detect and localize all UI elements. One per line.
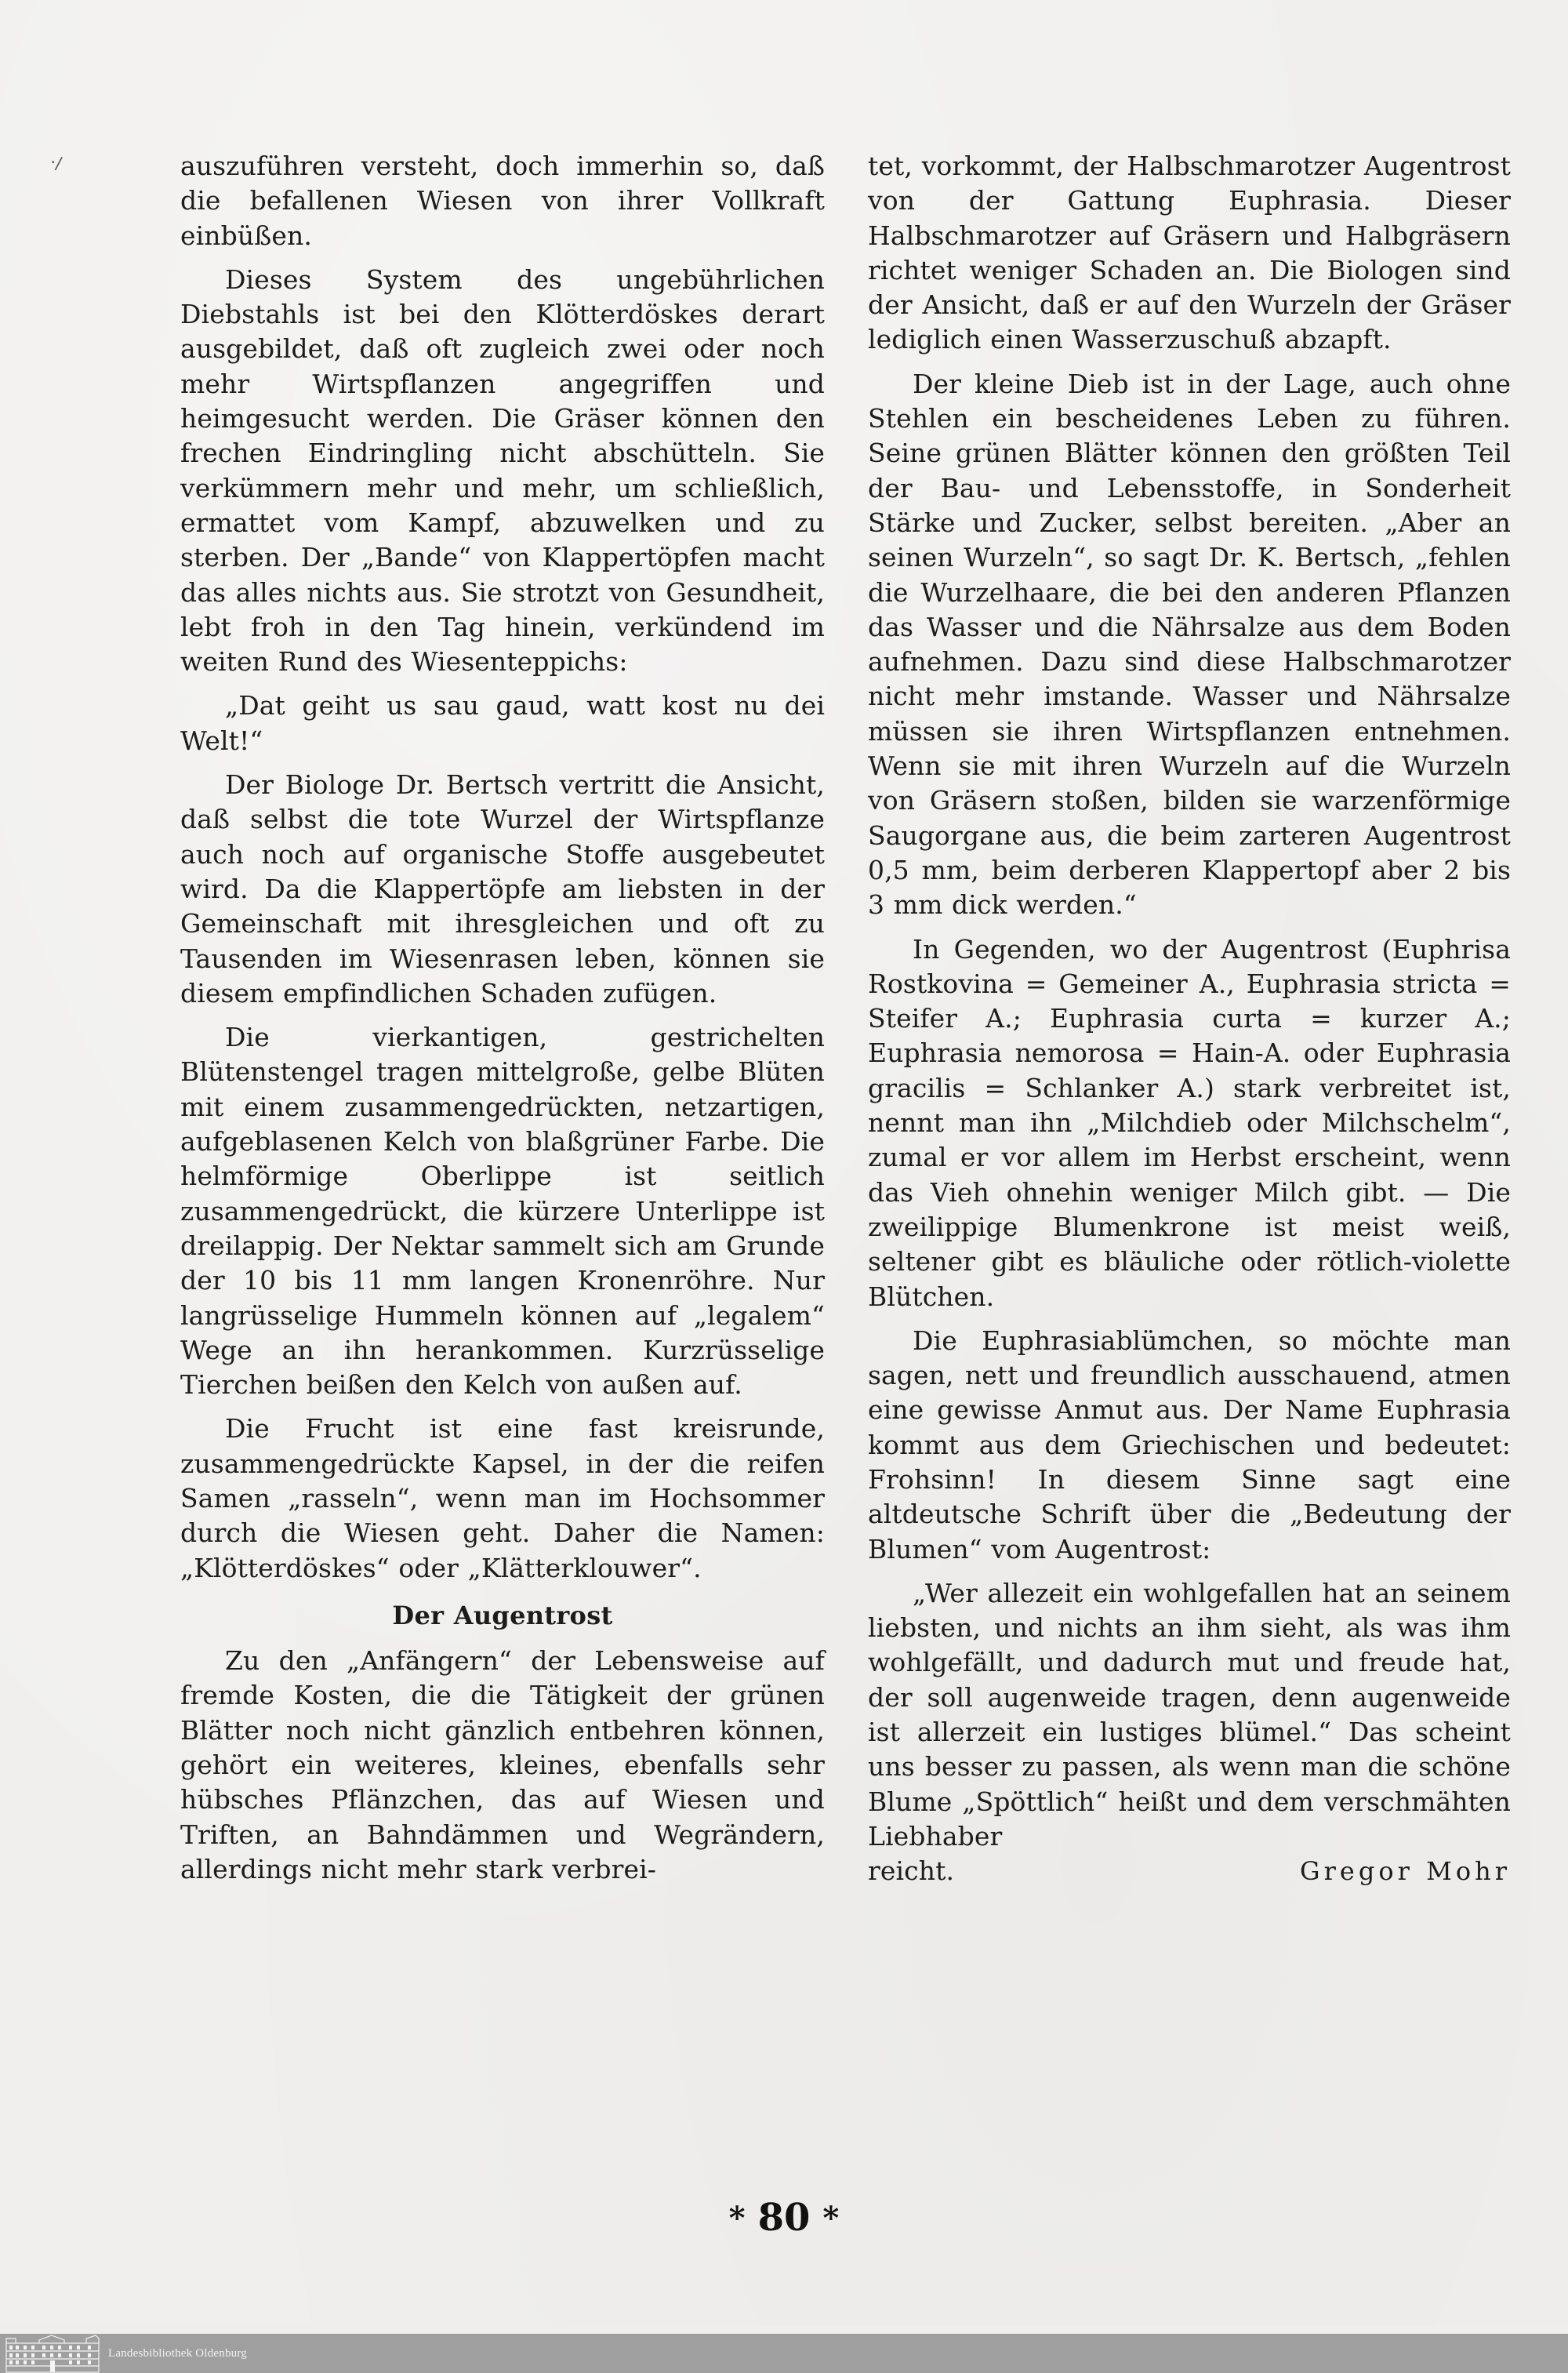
closing-line	[868, 1854, 1511, 1888]
paragraph: auszuführen versteht, doch immerhin so, daß die befallenen Wiesen von ihrer Vollkraft einbüßen.	[180, 151, 825, 251]
quote-paragraph: „Wer allezeit ein wohlgefallen hat an seinem liebsten, und nichts an ihm sieht, als was ihm wohlgefällt, und dadurch mut und freude hat, der soll augenweide tragen, denn augenweide ist allerzeit ein lustiges blümel.“ Das scheint uns besser zu passen, als wenn man die schöne Blume „Spöttlich“ heißt und dem verschmähten Liebhaber	[868, 1577, 1511, 1852]
paragraph: Die Frucht ist eine fast kreisrunde, zusammengedrückte Kapsel, in der die reifen Samen „rasseln“, wenn man im Hochsommer durch die Wiesen geht. Daher die Namen: „Klötterdöskes“ oder „Klätterklouwer“.	[180, 1413, 825, 1583]
paragraph: Zu den „Anfängern“ der Lebensweise auf fremde Kosten, die die Tätigkeit der grünen Blätter noch nicht gänzlich entbehren können, gehört ein weiteres, kleines, ebenfalls sehr hübsches Pflänzchen, das auf Wiesen und Triften, an Bahndämmen und Wegrändern, allerdings nicht mehr stark verbrei-	[180, 1645, 825, 1884]
library-building-icon	[5, 2334, 100, 2373]
margin-pencil-mark: ·/	[48, 152, 64, 175]
closing-word: reicht.	[868, 1855, 955, 1887]
asterisk-ornament-icon: *	[728, 2200, 746, 2237]
right-column	[868, 149, 1511, 1899]
section-heading: Der Augentrost	[392, 1600, 613, 1630]
paragraph: tet, vorkommt, der Halbschmarotzer Augentrost von der Gattung Euphrasia. Dieser Halbschmarotzer auf Gräsern und Halbgräsern richtet weniger Schaden an. Die Biologen sind der Ansicht, daß er auf den Wurzeln der Gräser lediglich einen Wasserzuschuß abzapft.	[868, 151, 1511, 355]
left-column	[180, 149, 825, 1896]
paragraph: Der Biologe Dr. Bertsch vertritt die Ansicht, daß selbst die tote Wurzel der Wirtspflanze auch noch auf organische Stoffe ausgebeutet wird. Da die Klappertöpfe am liebsten in der Gemeinschaft mit ihresgleichen und oft zu Tausenden im Wiesenrasen leben, können sie diesem empfindlichen Schaden zufügen.	[180, 769, 825, 1008]
library-name: Landesbibliothek Oldenburg	[108, 2346, 247, 2360]
dialect-quote: „Dat geiht us sau gaud, watt kost nu dei Welt!“	[180, 690, 825, 756]
page-number-value: 80	[757, 2196, 811, 2240]
paragraph: Dieses System des ungebührlichen Diebstahls ist bei den Klötterdöskes derart ausgebildet, daß oft zugleich zwei oder noch mehr Wirtspflanzen angegriffen und heimgesucht werden. Die Gräser können den frechen Eindringling nicht abschütteln. Sie verkümmern mehr und mehr, um schließlich, ermattet vom Kampf, abzuwelken und zu sterben. Der „Bande“ von Klappertöpfen macht das alles nichts aus. Sie strotzt von Gesundheit, lebt froh in den Tag hinein, verkündend im weiten Rund des Wiesenteppichs:	[180, 263, 825, 678]
paragraph: Der kleine Dieb ist in der Lage, auch ohne Stehlen ein bescheidenes Leben zu führen. Seine grünen Blätter können den größten Teil der Bau- und Lebensstoffe, in Sonderheit Stärke und Zucker, selbst bereiten. „Aber an seinen Wurzeln“, so sagt Dr. K. Bertsch, „fehlen die Wurzelhaare, die bei den anderen Pflanzen das Wasser und die Nährsalze aus dem Boden aufnehmen. Dazu sind diese Halbschmarotzer nicht mehr imstande. Wasser und Nährsalze müssen sie ihren Wirtspflanzen entnehmen. Wenn sie mit ihren Wurzeln auf die Wurzeln von Gräsern stoßen, bilden sie warzenförmige Saugorgane aus, die beim zarteren Augentrost 0,5 mm, beim derberen Klappertopf aber 2 bis 3 mm dick werden.“	[868, 368, 1511, 921]
author-signature: Gregor Mohr	[1300, 1856, 1511, 1887]
page-number	[0, 2196, 1568, 2240]
paragraph: Die Euphrasiablümchen, so möchte man sagen, nett und freundlich ausschauend, atmen eine gewisse Anmut aus. Der Name Euphrasia kommt aus dem Griechischen und bedeutet: Frohsinn! In diesem Sinne sagt eine altdeutsche Schrift über die „Bedeutung der Blumen“ vom Augentrost:	[868, 1325, 1511, 1564]
paragraph: Die vierkantigen, gestrichelten Blütenstengel tragen mittelgroße, gelbe Blüten mit einem zusammengedrückten, netzartigen, aufgeblasenen Kelch von blaßgrüner Farbe. Die helmförmige Oberlippe ist seitlich zusammengedrückt, die kürzere Unterlippe ist dreilappig. Der Nektar sammelt sich am Grunde der 10 bis 11 mm langen Kronenröhre. Nur langrüsselige Hummeln können auf „legalem“ Wege an ihn herankommen. Kurzrüsselige Tierchen beißen den Kelch von außen auf.	[180, 1022, 825, 1401]
paragraph: In Gegenden, wo der Augentrost (Euphrisa Rostkovina = Gemeiner A., Euphrasia stricta = Steifer A.; Euphrasia curta = kurzer A.; Euphrasia nemorosa = Hain-A. oder Euphrasia gracilis = Schlanker A.) stark verbreitet ist, nennt man ihn „Milchdieb oder Milchschelm“, zumal er vor allem im Herbst erscheint, wenn das Vieh ohnehin weniger Milch gibt. — Die zweilippige Blumenkrone ist meist weiß, seltener gibt es bläuliche oder rötlich-violette Blütchen.	[868, 933, 1511, 1312]
asterisk-ornament-icon: *	[822, 2200, 840, 2237]
library-footer-bar	[0, 2334, 1568, 2373]
